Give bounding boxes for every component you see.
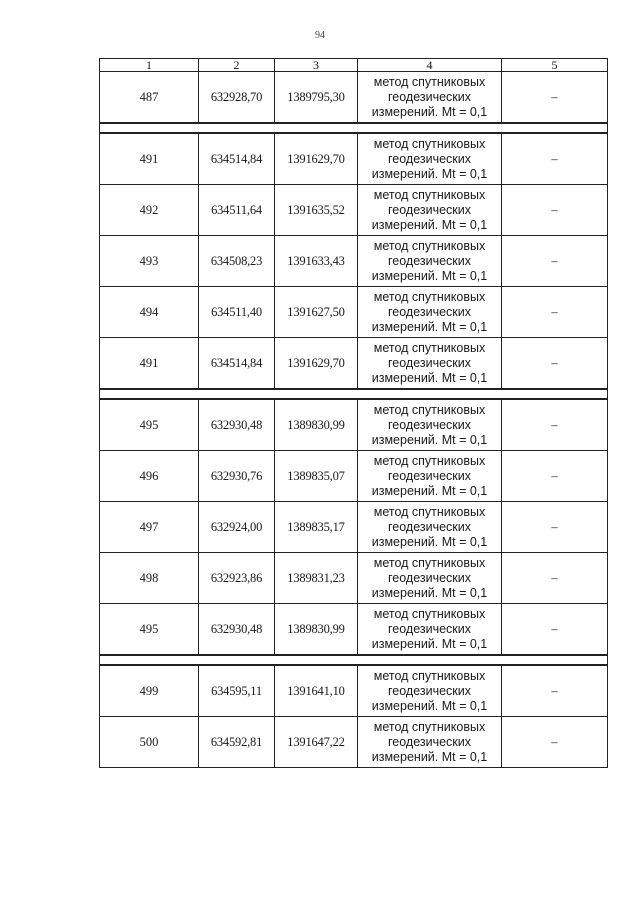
y-coordinate-cell: 1391629,70 xyxy=(275,133,358,185)
y-coordinate-cell: 1391627,50 xyxy=(275,287,358,338)
header-cell-4: 4 xyxy=(358,59,502,72)
table-row xyxy=(100,717,608,768)
note-cell: – xyxy=(502,72,608,124)
method-cell: метод спутниковых геодезических измерений. Mt = 0,1 xyxy=(358,399,502,451)
note-cell: – xyxy=(502,553,608,604)
x-coordinate-cell: 632930,76 xyxy=(199,451,275,502)
group-separator-cell xyxy=(100,123,608,133)
table-row xyxy=(100,236,608,287)
point-number-cell: 497 xyxy=(100,502,199,553)
y-coordinate-cell: 1389795,30 xyxy=(275,72,358,124)
x-coordinate-cell: 634511,64 xyxy=(199,185,275,236)
y-coordinate-cell: 1391629,70 xyxy=(275,338,358,390)
method-cell: метод спутниковых геодезических измерений. Mt = 0,1 xyxy=(358,451,502,502)
group-separator-row xyxy=(100,389,608,399)
group-separator-row xyxy=(100,655,608,665)
method-cell: метод спутниковых геодезических измерений. Mt = 0,1 xyxy=(358,604,502,656)
note-cell: – xyxy=(502,133,608,185)
y-coordinate-cell: 1391635,52 xyxy=(275,185,358,236)
point-number-cell: 491 xyxy=(100,338,199,390)
table-row xyxy=(100,287,608,338)
note-cell: – xyxy=(502,502,608,553)
table-row xyxy=(100,451,608,502)
point-number-cell: 500 xyxy=(100,717,199,768)
point-number-cell: 494 xyxy=(100,287,199,338)
page-number: 94 xyxy=(315,30,325,41)
point-number-cell: 498 xyxy=(100,553,199,604)
x-coordinate-cell: 634514,84 xyxy=(199,133,275,185)
table-row xyxy=(100,553,608,604)
note-cell: – xyxy=(502,287,608,338)
y-coordinate-cell: 1389830,99 xyxy=(275,604,358,656)
point-number-cell: 499 xyxy=(100,665,199,717)
method-cell: метод спутниковых геодезических измерений. Mt = 0,1 xyxy=(358,236,502,287)
point-number-cell: 495 xyxy=(100,399,199,451)
note-cell: – xyxy=(502,399,608,451)
note-cell: – xyxy=(502,604,608,656)
table-row xyxy=(100,185,608,236)
y-coordinate-cell: 1389830,99 xyxy=(275,399,358,451)
x-coordinate-cell: 634514,84 xyxy=(199,338,275,390)
table-row xyxy=(100,338,608,390)
x-coordinate-cell: 632930,48 xyxy=(199,399,275,451)
point-number-cell: 487 xyxy=(100,72,199,124)
note-cell: – xyxy=(502,236,608,287)
method-cell: метод спутниковых геодезических измерений. Mt = 0,1 xyxy=(358,553,502,604)
method-cell: метод спутниковых геодезических измерений. Mt = 0,1 xyxy=(358,665,502,717)
method-cell: метод спутниковых геодезических измерений. Mt = 0,1 xyxy=(358,502,502,553)
group-separator-cell xyxy=(100,389,608,399)
x-coordinate-cell: 634595,11 xyxy=(199,665,275,717)
x-coordinate-cell: 634592,81 xyxy=(199,717,275,768)
method-cell: метод спутниковых геодезических измерений. Mt = 0,1 xyxy=(358,133,502,185)
note-cell: – xyxy=(502,338,608,390)
note-cell: – xyxy=(502,185,608,236)
x-coordinate-cell: 632923,86 xyxy=(199,553,275,604)
table-row xyxy=(100,665,608,717)
header-cell-2: 2 xyxy=(199,59,275,72)
method-cell: метод спутниковых геодезических измерений. Mt = 0,1 xyxy=(358,717,502,768)
header-cell-1: 1 xyxy=(100,59,199,72)
point-number-cell: 492 xyxy=(100,185,199,236)
header-row xyxy=(100,59,608,72)
x-coordinate-cell: 632930,48 xyxy=(199,604,275,656)
x-coordinate-cell: 632928,70 xyxy=(199,72,275,124)
x-coordinate-cell: 634508,23 xyxy=(199,236,275,287)
table-row xyxy=(100,502,608,553)
table-body xyxy=(100,59,608,768)
method-cell: метод спутниковых геодезических измерений. Mt = 0,1 xyxy=(358,185,502,236)
y-coordinate-cell: 1389835,07 xyxy=(275,451,358,502)
method-cell: метод спутниковых геодезических измерений. Mt = 0,1 xyxy=(358,338,502,390)
point-number-cell: 493 xyxy=(100,236,199,287)
table-row xyxy=(100,72,608,124)
note-cell: – xyxy=(502,451,608,502)
x-coordinate-cell: 634511,40 xyxy=(199,287,275,338)
note-cell: – xyxy=(502,665,608,717)
y-coordinate-cell: 1389831,23 xyxy=(275,553,358,604)
group-separator-row xyxy=(100,123,608,133)
point-number-cell: 491 xyxy=(100,133,199,185)
y-coordinate-cell: 1391633,43 xyxy=(275,236,358,287)
y-coordinate-cell: 1389835,17 xyxy=(275,502,358,553)
table-row xyxy=(100,604,608,656)
point-number-cell: 495 xyxy=(100,604,199,656)
y-coordinate-cell: 1391641,10 xyxy=(275,665,358,717)
method-cell: метод спутниковых геодезических измерений. Mt = 0,1 xyxy=(358,72,502,124)
table-row xyxy=(100,133,608,185)
group-separator-cell xyxy=(100,655,608,665)
coordinates-table xyxy=(99,58,608,768)
table-row xyxy=(100,399,608,451)
x-coordinate-cell: 632924,00 xyxy=(199,502,275,553)
note-cell: – xyxy=(502,717,608,768)
y-coordinate-cell: 1391647,22 xyxy=(275,717,358,768)
point-number-cell: 496 xyxy=(100,451,199,502)
header-cell-5: 5 xyxy=(502,59,608,72)
header-cell-3: 3 xyxy=(275,59,358,72)
method-cell: метод спутниковых геодезических измерений. Mt = 0,1 xyxy=(358,287,502,338)
